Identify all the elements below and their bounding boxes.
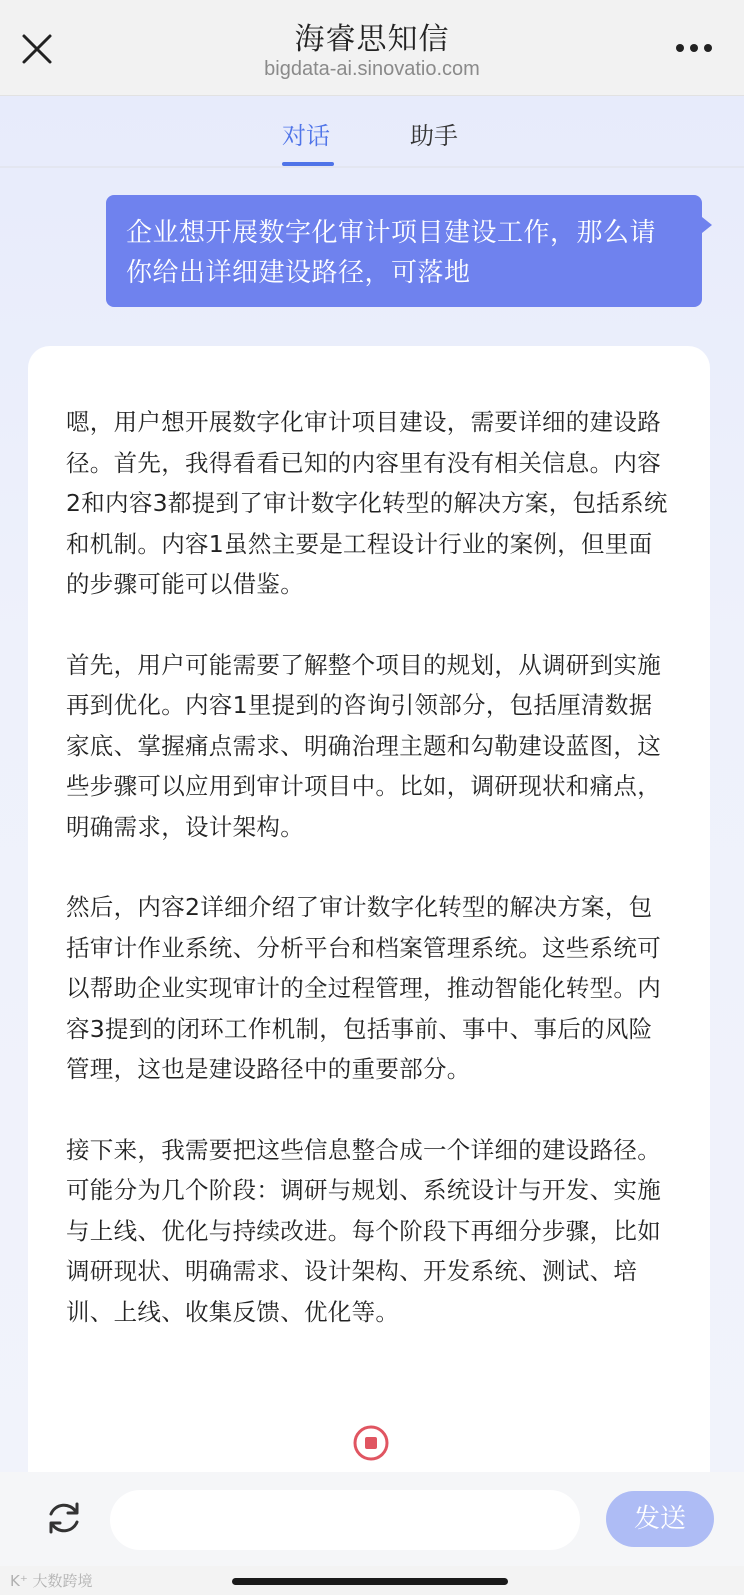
user-message-bubble: 企业想开展数字化审计项目建设工作，那么请你给出详细建设路径，可落地 bbox=[106, 195, 702, 307]
answer-paragraph: 然后，内容2详细介绍了审计数字化转型的解决方案，包括审计作业系统、分析平台和档案管理系统。这些系统可以帮助企业实现审计的全过程管理，推动智能化转型。内容3提到的闭环工作机制，包括事前、事中、事后的风险管理，这也是建设路径中的重要部分。 bbox=[66, 893, 661, 1083]
more-dots-icon bbox=[672, 36, 716, 60]
more-button[interactable] bbox=[672, 36, 716, 60]
assistant-answer-card bbox=[28, 346, 710, 1472]
watermark-text: K⁺ 大数跨境 bbox=[10, 1572, 93, 1590]
active-tab-indicator bbox=[282, 162, 334, 166]
message-input[interactable] bbox=[110, 1490, 580, 1550]
home-indicator[interactable] bbox=[232, 1578, 508, 1585]
chat-area bbox=[0, 96, 744, 1472]
tab-assistant[interactable]: 助手 bbox=[410, 122, 458, 150]
top-bar bbox=[0, 0, 744, 96]
page-title: 海睿思知信 bbox=[294, 22, 450, 57]
answer-paragraph: 嗯，用户想开展数字化审计项目建设，需要详细的建设路径。首先，我得看看已知的内容里有没有相关信息。内容2和内容3都提到了审计数字化转型的解决方案，包括系统和机制。内容1虽然主要是工程设计行业的案例，但里面的步骤可能可以借鉴。 bbox=[66, 408, 668, 598]
answer-paragraph: 接下来，我需要把这些信息整合成一个详细的建设路径。可能分为几个阶段：调研与规划、系统设计与开发、实施与上线、优化与持续改进。每个阶段下再细分步骤，比如调研现状、明确需求、设计架构、开发系统、测试、培训、上线、收集反馈、优化等。 bbox=[66, 1135, 661, 1326]
page-url: bigdata-ai.sinovatio.com bbox=[264, 58, 480, 80]
input-bar bbox=[0, 1472, 744, 1566]
tab-bar bbox=[0, 96, 744, 168]
answer-paragraph: 首先，用户可能需要了解整个项目的规划，从调研到实施再到优化。内容1里提到的咨询引领部分，包括厘清数据家底、掌握痛点需求、明确治理主题和勾勒建设蓝图，这些步骤可以应用到审计项目中。比如，调研现状和痛点，明确需求，设计架构。 bbox=[66, 650, 661, 841]
stop-generation-button[interactable] bbox=[352, 1424, 390, 1462]
system-bar bbox=[0, 1566, 744, 1595]
send-button[interactable]: 发送 bbox=[606, 1491, 714, 1547]
refresh-icon bbox=[44, 1498, 84, 1538]
tab-dialog[interactable]: 对话 bbox=[282, 122, 330, 150]
stop-icon bbox=[352, 1424, 390, 1462]
refresh-button[interactable] bbox=[44, 1498, 84, 1538]
